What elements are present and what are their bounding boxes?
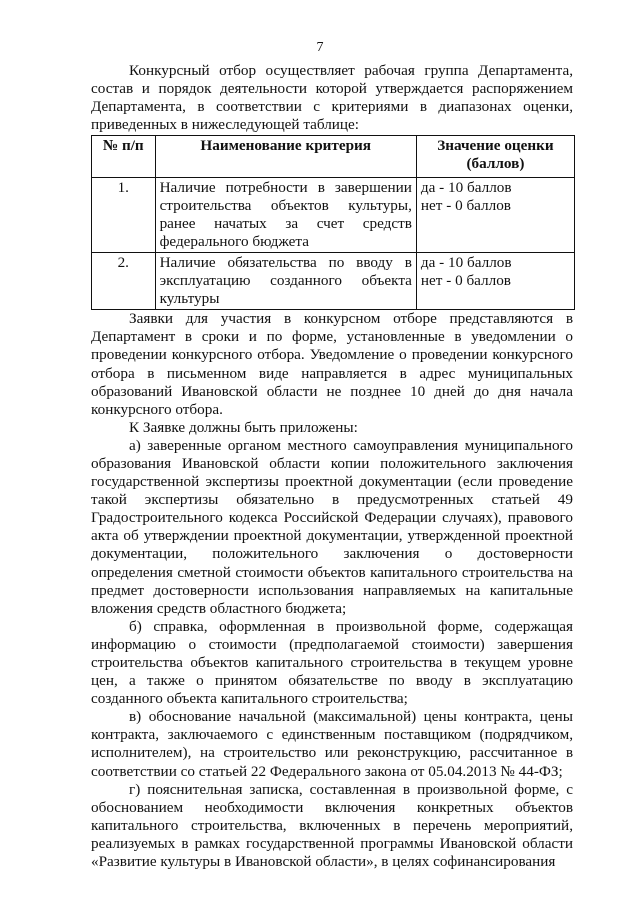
document-body <box>91 62 573 871</box>
score-no: нет - 0 баллов <box>420 272 511 290</box>
intro-paragraph: Конкурсный отбор осуществляет рабочая группа Департамента, состав и порядок деятельности которой утверждается распоряжением Департамента, в соответствии с критериями в диапазонах оценки, приведенных в нижеследующей таблице: <box>91 62 573 134</box>
score-yes: да - 10 баллов <box>420 253 512 271</box>
body-paragraph: Заявки для участия в конкурсном отборе представляются в Департамент в сроки и по форме, установленные в уведомлении о проведении конкурсного отбора. Уведомление о проведении конкурсного отбора в письменном виде направляется в адрес муниципальных образований Ивановской области не позднее 10 дней до дня начала конкурсного отбора. <box>91 310 573 418</box>
row-criterion: Наличие потребности в завершении строительства объектов культуры, ранее начатых за счет средств федерального бюджета <box>155 177 416 252</box>
header-name: Наименование критерия <box>155 136 416 177</box>
body-paragraph: а) заверенные органом местного самоуправления муниципального образования Ивановской области копии положительного заключения государственной экспертизы проектной документации (если проведение такой экспертизы обязательно в предусмотренных статьей 49 Градостроительного кодекса Российской Федерации случаях), правового акта об утверждении проектной документации, утвержденной проектной документации, положительного заключения о достоверности определения сметной стоимости объектов капитального строительства на предмет достоверности использования направляемых на капитальные вложения средств областного бюджета; <box>91 436 573 617</box>
table-row <box>92 177 575 252</box>
body-paragraph: в) обоснование начальной (максимальной) цены контракта, цены контракта, заключаемого с единственным поставщиком (подрядчиком, исполнителем), на строительство или реконструкцию, рассчитанное в соответствии со статьей 22 Федерального закона от 05.04.2013 № 44-ФЗ; <box>91 708 573 780</box>
score-no: нет - 0 баллов <box>420 196 511 214</box>
row-score <box>416 252 574 309</box>
header-score: Значение оценки (баллов) <box>416 136 574 177</box>
body-paragraph: б) справка, оформленная в произвольной форме, содержащая информацию о стоимости (предполагаемой стоимости) завершения строительства объектов капитального строительства в текущем уровне цен, а также о принятом обязательстве по вводу в эксплуатацию созданного объекта капитального строительства; <box>91 617 573 708</box>
page-number: 7 <box>316 40 324 55</box>
row-num: 1. <box>92 177 156 252</box>
row-score <box>416 177 574 252</box>
row-num: 2. <box>92 252 156 309</box>
table-row <box>92 252 575 309</box>
row-criterion: Наличие обязательства по вводу в эксплуатацию созданного объекта культуры <box>155 252 416 309</box>
criteria-table <box>91 135 575 310</box>
score-yes: да - 10 баллов <box>420 178 512 196</box>
body-paragraph: К Заявке должны быть приложены: <box>129 418 358 436</box>
header-num: № п/п <box>92 136 156 177</box>
body-paragraph: г) пояснительная записка, составленная в произвольной форме, с обоснованием необходимости включения конкретных объектов капитального строительства, включенных в перечень мероприятий, реализуемых в рамках государственной программы Ивановской области «Развитие культуры в Ивановской области», в целях софинансирования <box>91 780 573 871</box>
table-header-row <box>92 136 575 177</box>
